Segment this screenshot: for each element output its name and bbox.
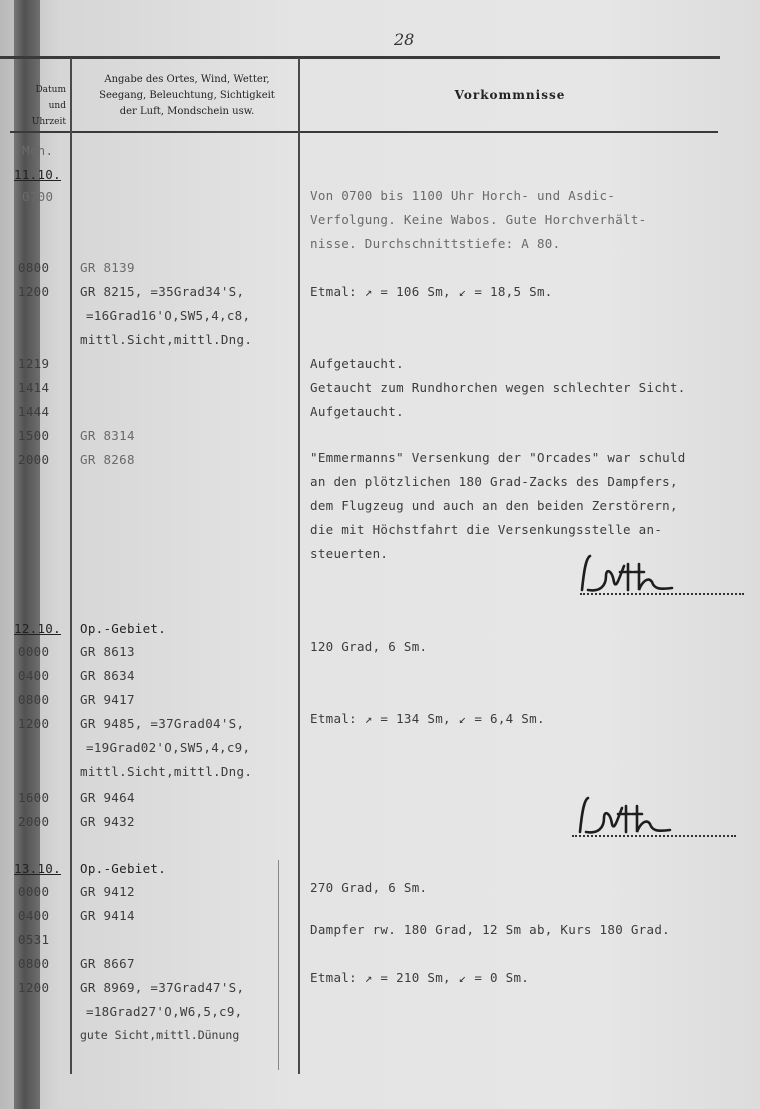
header-date-line-3: Uhrzeit bbox=[31, 117, 66, 127]
time-cell: 1219 bbox=[18, 356, 50, 371]
location-cell: GR 8215, =35Grad34'S, bbox=[80, 284, 245, 299]
column-divider-3 bbox=[278, 860, 279, 1070]
signature-line-2 bbox=[572, 835, 736, 837]
signature-1 bbox=[576, 550, 686, 598]
event-text: Verfolgung. Keine Wabos. Gute Horchverhält- bbox=[310, 212, 647, 227]
event-text: "Emmermanns" Versenkung der "Orcades" war schuld bbox=[310, 450, 686, 465]
location-cell: GR 9485, =37Grad04'S, bbox=[80, 716, 245, 731]
page-number: 28 bbox=[394, 30, 415, 49]
header-location-weather bbox=[78, 72, 296, 120]
location-cell: GR 9417 bbox=[80, 692, 135, 707]
header-date-line-2: und bbox=[48, 101, 66, 111]
location-cell: GR 9432 bbox=[80, 814, 135, 829]
time-cell: 1200 bbox=[18, 980, 50, 995]
event-text: Etmal: ↗ = 134 Sm, ↙ = 6,4 Sm. bbox=[310, 711, 545, 726]
time-cell: 1414 bbox=[18, 380, 50, 395]
time-cell: 0400 bbox=[18, 908, 50, 923]
time-cell: 1500 bbox=[18, 428, 50, 443]
header-ort-line-2: Seegang, Beleuchtung, Sichtigkeit bbox=[99, 90, 275, 101]
time-cell: 1200 bbox=[18, 284, 50, 299]
event-text: Getaucht zum Rundhorchen wegen schlechter Sicht. bbox=[310, 380, 686, 395]
location-cell: GR 9464 bbox=[80, 790, 135, 805]
date-cell: Mch. bbox=[22, 143, 54, 158]
time-cell: 1444 bbox=[18, 404, 50, 419]
header-date-time bbox=[16, 82, 66, 130]
event-text: Aufgetaucht. bbox=[310, 404, 404, 419]
location-cell: =16Grad16'O,SW5,4,c8, bbox=[86, 308, 251, 323]
time-cell: 0000 bbox=[18, 644, 50, 659]
event-text: Dampfer rw. 180 Grad, 12 Sm ab, Kurs 180 Grad. bbox=[310, 922, 670, 937]
event-text: dem Flugzeug und auch an den beiden Zerstörern, bbox=[310, 498, 678, 513]
signature-2 bbox=[574, 792, 684, 840]
signature-line-1 bbox=[580, 593, 744, 595]
event-text: 120 Grad, 6 Sm. bbox=[310, 639, 428, 654]
time-cell: 0400 bbox=[18, 668, 50, 683]
time-cell: 0800 bbox=[18, 692, 50, 707]
time-cell: 2000 bbox=[18, 452, 50, 467]
location-cell: GR 9412 bbox=[80, 884, 135, 899]
location-cell: Op.-Gebiet. bbox=[80, 861, 167, 876]
date-cell: 12.10. bbox=[14, 621, 61, 636]
header-events: Vorkommnisse bbox=[454, 88, 566, 102]
time-cell: 0800 bbox=[18, 260, 50, 275]
location-cell: Op.-Gebiet. bbox=[80, 621, 167, 636]
location-cell: =18Grad27'O,W6,5,c9, bbox=[86, 1004, 243, 1019]
time-cell: 0700 bbox=[22, 189, 54, 204]
header-top-rule bbox=[0, 56, 720, 59]
location-cell: gute Sicht,mittl.Dünung bbox=[80, 1028, 240, 1042]
location-cell: GR 8139 bbox=[80, 260, 135, 275]
column-divider-2 bbox=[298, 58, 300, 1074]
location-cell: GR 8613 bbox=[80, 644, 135, 659]
date-cell: 11.10. bbox=[14, 167, 61, 182]
header-ort-line-1: Angabe des Ortes, Wind, Wetter, bbox=[104, 74, 270, 85]
location-cell: GR 8969, =37Grad47'S, bbox=[80, 980, 245, 995]
event-text: 270 Grad, 6 Sm. bbox=[310, 880, 428, 895]
event-text: die mit Höchstfahrt die Versenkungsstelle an- bbox=[310, 522, 663, 537]
location-cell: =19Grad02'O,SW5,4,c9, bbox=[86, 740, 251, 755]
location-cell: GR 8268 bbox=[80, 452, 135, 467]
column-divider-1 bbox=[70, 58, 72, 1074]
location-cell: GR 8667 bbox=[80, 956, 135, 971]
time-cell: 0000 bbox=[18, 884, 50, 899]
header-bottom-rule bbox=[10, 131, 718, 133]
event-text: nisse. Durchschnittstiefe: A 80. bbox=[310, 236, 561, 251]
location-cell: mittl.Sicht,mittl.Dng. bbox=[80, 332, 253, 347]
event-text: an den plötzlichen 180 Grad-Zacks des Dampfers, bbox=[310, 474, 678, 489]
location-cell: GR 9414 bbox=[80, 908, 135, 923]
event-text: steuerten. bbox=[310, 546, 389, 561]
event-text: Etmal: ↗ = 106 Sm, ↙ = 18,5 Sm. bbox=[310, 284, 553, 299]
location-cell: mittl.Sicht,mittl.Dng. bbox=[80, 764, 253, 779]
time-cell: 0800 bbox=[18, 956, 50, 971]
header-ort-line-3: der Luft, Mondschein usw. bbox=[119, 106, 255, 117]
time-cell: 0531 bbox=[18, 932, 50, 947]
time-cell: 1200 bbox=[18, 716, 50, 731]
event-text: Von 0700 bis 1100 Uhr Horch- und Asdic- bbox=[310, 188, 616, 203]
time-cell: 2000 bbox=[18, 814, 50, 829]
location-cell: GR 8634 bbox=[80, 668, 135, 683]
header-date-line-1: Datum bbox=[35, 85, 66, 95]
location-cell: GR 8314 bbox=[80, 428, 135, 443]
event-text: Aufgetaucht. bbox=[310, 356, 404, 371]
date-cell: 13.10. bbox=[14, 861, 61, 876]
event-text: Etmal: ↗ = 210 Sm, ↙ = 0 Sm. bbox=[310, 970, 530, 985]
time-cell: 1600 bbox=[18, 790, 50, 805]
